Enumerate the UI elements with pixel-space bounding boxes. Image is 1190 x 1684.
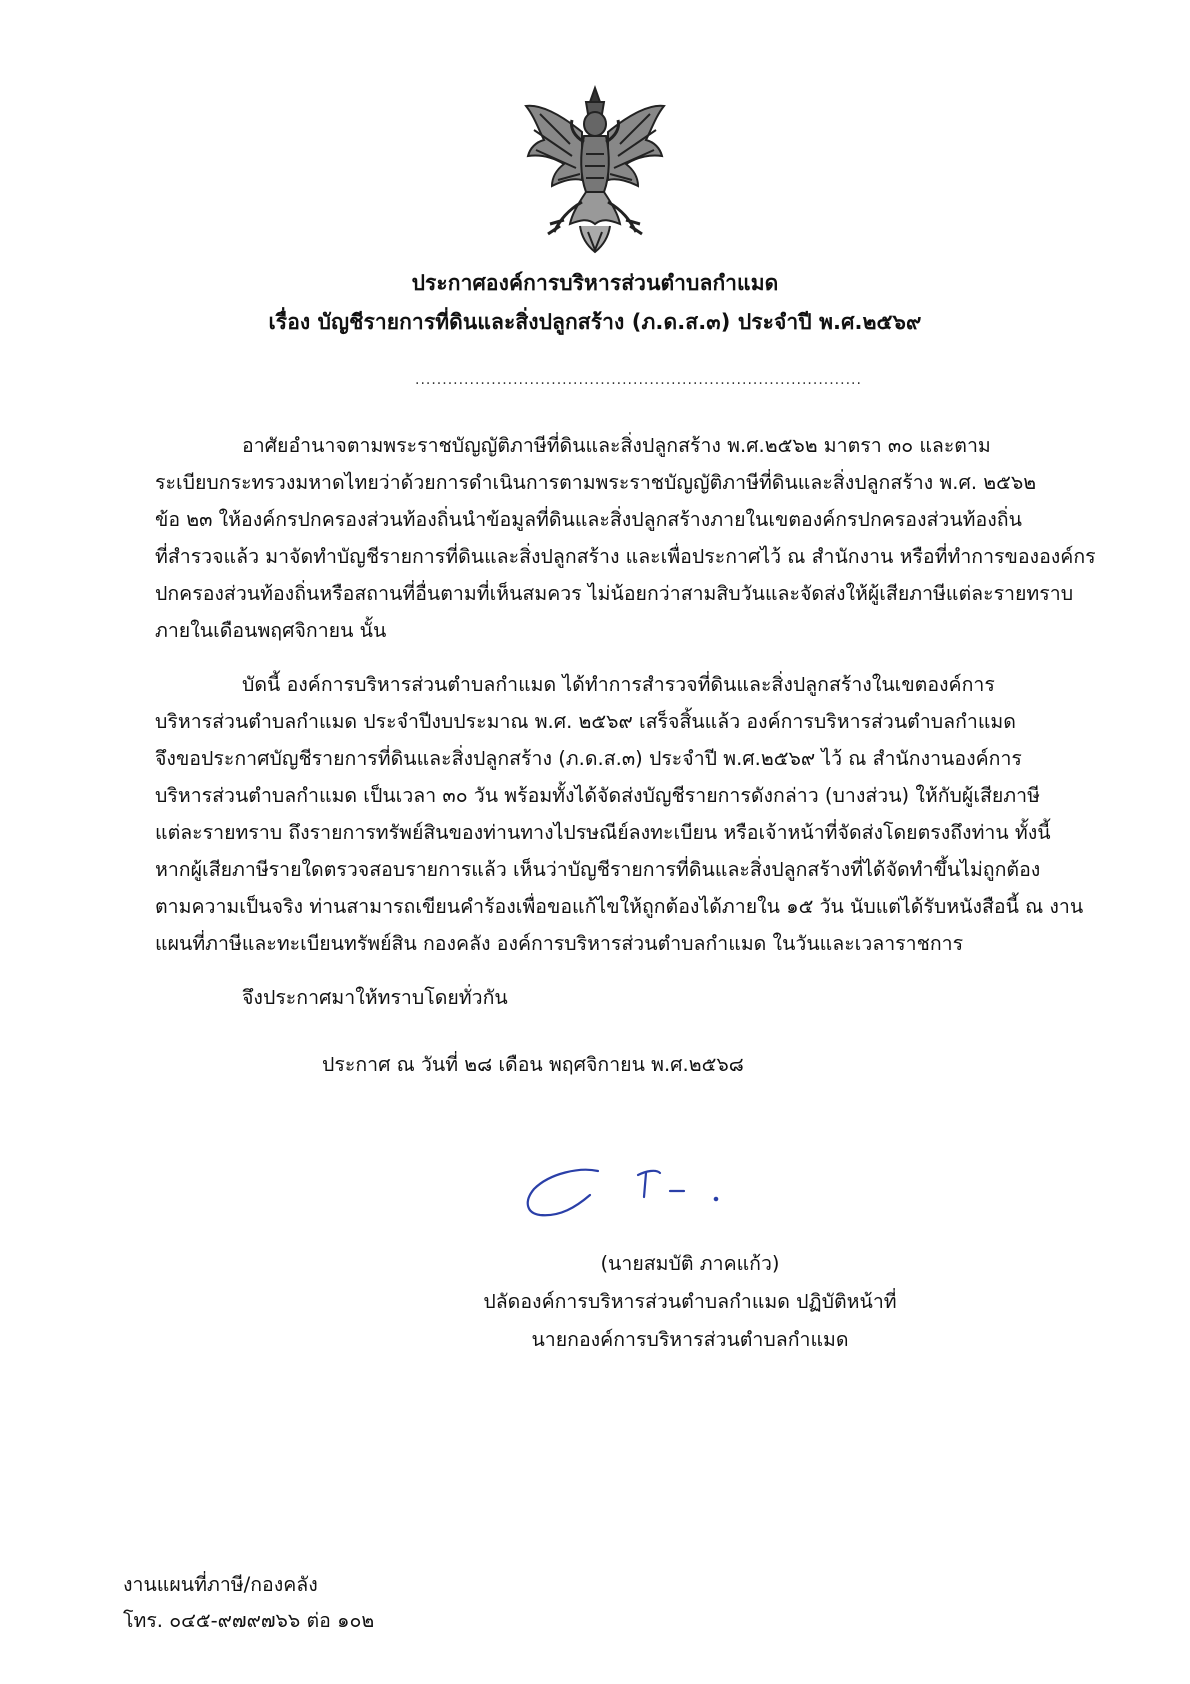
paragraph1-line: ข้อ ๒๓ ให้องค์กรปกครองส่วนท้องถิ่นนำข้อมูลที่ดินและสิ่งปลูกสร้างภายในเขตองค์กรปกครองส่วนท้องถิ่น (155, 508, 1022, 531)
paragraph1-line: ปกครองส่วนท้องถิ่นหรือสถานที่อื่นตามที่เห็นสมควร ไม่น้อยกว่าสามสิบวันและจัดส่งให้ผู้เสียภาษีแต่ละรายทราบ (155, 582, 1074, 605)
paragraph2-line: บริหารส่วนตำบลกำแมด เป็นเวลา ๓๐ วัน พร้อมทั้งได้จัดส่งบัญชีรายการดังกล่าว (บางส่วน) ให้กับผู้เสียภาษี (155, 784, 1040, 807)
paragraph1-line: ที่สำรวจแล้ว มาจัดทำบัญชีรายการที่ดินและสิ่งปลูกสร้าง และเพื่อประกาศไว้ ณ สำนักงาน หรือที่ทำการขององค์กร (155, 545, 1096, 568)
announcement-date: ประกาศ ณ วันที่ ๒๘ เดือน พฤศจิกายน พ.ศ.๒๕๖๘ (322, 1053, 744, 1076)
footer-phone: โทร. ๐๔๕-๙๗๙๗๖๖ ต่อ ๑๐๒ (123, 1609, 375, 1632)
signatory-name: (นายสมบัติ ภาคแก้ว) (600, 1252, 780, 1275)
paragraph1-line: ภายในเดือนพฤศจิกายน นั้น (155, 619, 387, 642)
paragraph2-line: ตามความเป็นจริง ท่านสามารถเขียนคำร้องเพื่อขอแก้ไขให้ถูกต้องได้ภายใน ๑๕ วัน นับแต่ได้รับหนังสือนี้ ณ งาน (155, 895, 1084, 918)
title-separator: .................................................................................. (415, 372, 862, 388)
paragraph2-line: จึงขอประกาศบัญชีรายการที่ดินและสิ่งปลูกสร้าง (ภ.ด.ส.๓) ประจำปี พ.ศ.๒๕๖๙ ไว้ ณ สำนักงานองค์การ (155, 747, 1022, 770)
paragraph1-line: ระเบียบกระทรวงมหาดไทยว่าด้วยการดำเนินการตามพระราชบัญญัติภาษีที่ดินและสิ่งปลูกสร้าง พ.ศ. ๒๕๖๒ (155, 471, 1037, 494)
announcement-title: ประกาศองค์การบริหารส่วนตำบลกำแมด (411, 271, 779, 295)
footer-department: งานแผนที่ภาษี/กองคลัง (123, 1573, 318, 1596)
closing-statement: จึงประกาศมาให้ทราบโดยทั่วกัน (242, 986, 508, 1009)
paragraph2-line: แต่ละรายทราบ ถึงรายการทรัพย์สินของท่านทางไปรษณีย์ลงทะเบียน หรือเจ้าหน้าที่จัดส่งโดยตรงถึงท่าน ทั้งนี้ (155, 821, 1051, 844)
paragraph2-line: บริหารส่วนตำบลกำแมด ประจำปีงบประมาณ พ.ศ. ๒๕๖๙ เสร็จสิ้นแล้ว องค์การบริหารส่วนตำบลกำแมด (155, 710, 1016, 733)
paragraph2-line: หากผู้เสียภาษีรายใดตรวจสอบรายการแล้ว เห็นว่าบัญชีรายการที่ดินและสิ่งปลูกสร้างที่ได้จัดทำขึ้นไม่ถูกต้อง (155, 858, 1041, 881)
signature-mark (520, 1155, 750, 1225)
paragraph2-line: แผนที่ภาษีและทะเบียนทรัพย์สิน กองคลัง องค์การบริหารส่วนตำบลกำแมด ในวันและเวลาราชการ (155, 932, 964, 955)
announcement-subject: เรื่อง บัญชีรายการที่ดินและสิ่งปลูกสร้าง (ภ.ด.ส.๓) ประจำปี พ.ศ.๒๕๖๙ (268, 310, 922, 334)
signatory-position: ปลัดองค์การบริหารส่วนตำบลกำแมด ปฏิบัติหน้าที่ (483, 1290, 897, 1313)
paragraph2-line: บัดนี้ องค์การบริหารส่วนตำบลกำแมด ได้ทำการสำรวจที่ดินและสิ่งปลูกสร้างในเขตองค์การ (242, 673, 995, 696)
paragraph1-line: อาศัยอำนาจตามพระราชบัญญัติภาษีที่ดินและสิ่งปลูกสร้าง พ.ศ.๒๕๖๒ มาตรา ๓๐ และตาม (242, 434, 991, 457)
signatory-acting-position: นายกองค์การบริหารส่วนตำบลกำแมด (531, 1328, 849, 1351)
garuda-emblem-icon (520, 84, 670, 254)
